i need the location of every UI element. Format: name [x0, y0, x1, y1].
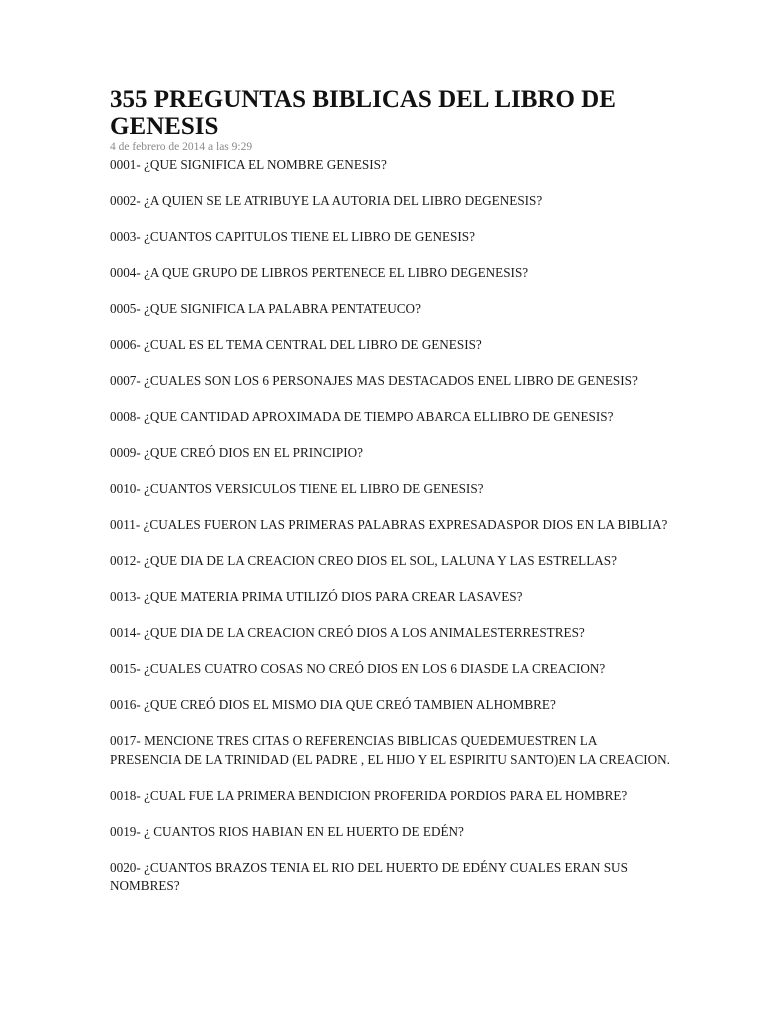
question-item: 0014- ¿QUE DIA DE LA CREACION CREÓ DIOS A LOS ANIMALESTERRESTRES?	[110, 625, 585, 640]
question-item: 0010- ¿CUANTOS VERSICULOS TIENE EL LIBRO DE GENESIS?	[110, 481, 484, 496]
question-item: 0009- ¿QUE CREÓ DIOS EN EL PRINCIPIO?	[110, 445, 363, 460]
question-item: 0013- ¿QUE MATERIA PRIMA UTILIZÓ DIOS PARA CREAR LASAVES?	[110, 589, 523, 604]
question-item: 0005- ¿QUE SIGNIFICA LA PALABRA PENTATEUCO?	[110, 301, 421, 316]
question-item: 0018- ¿CUAL FUE LA PRIMERA BENDICION PROFERIDA PORDIOS PARA EL HOMBRE?	[110, 787, 628, 803]
question-item: 0002- ¿A QUIEN SE LE ATRIBUYE LA AUTORIA DEL LIBRO DEGENESIS?	[110, 193, 543, 208]
question-item: 0019- ¿ CUANTOS RIOS HABIAN EN EL HUERTO DE EDÉN?	[110, 823, 464, 839]
question-item: 0020- ¿CUANTOS BRAZOS TENIA EL RIO DEL HUERTO DE EDÉNY CUALES ERAN SUS NOMBRES?	[110, 859, 628, 893]
question-item: 0015- ¿CUALES CUATRO COSAS NO CREÓ DIOS EN LOS 6 DIASDE LA CREACION?	[110, 661, 606, 676]
question-list	[110, 156, 670, 896]
page-title: 355 PREGUNTAS BIBLICAS DEL LIBRO DE GENESIS	[110, 86, 616, 140]
question-item: 0017- MENCIONE TRES CITAS O REFERENCIAS BIBLICAS QUEDEMUESTREN LA PRESENCIA DE LA TRINIDAD (EL PADRE , EL HIJO Y EL ESPIRITU SANTO)EN LA CREACION.	[110, 733, 670, 767]
document-page	[110, 86, 670, 913]
question-item: 0012- ¿QUE DIA DE LA CREACION CREO DIOS EL SOL, LALUNA Y LAS ESTRELLAS?	[110, 553, 617, 568]
post-date: 4 de febrero de 2014 a las 9:29	[110, 141, 253, 153]
question-item: 0001- ¿QUE SIGNIFICA EL NOMBRE GENESIS?	[110, 157, 387, 172]
question-item: 0007- ¿CUALES SON LOS 6 PERSONAJES MAS DESTACADOS ENEL LIBRO DE GENESIS?	[110, 373, 638, 388]
question-item: 0003- ¿CUANTOS CAPITULOS TIENE EL LIBRO DE GENESIS?	[110, 229, 475, 244]
question-item: 0006- ¿CUAL ES EL TEMA CENTRAL DEL LIBRO DE GENESIS?	[110, 337, 482, 352]
question-item: 0011- ¿CUALES FUERON LAS PRIMERAS PALABRAS EXPRESADASPOR DIOS EN LA BIBLIA?	[110, 517, 668, 532]
question-item: 0004- ¿A QUE GRUPO DE LIBROS PERTENECE EL LIBRO DEGENESIS?	[110, 265, 529, 280]
question-item: 0008- ¿QUE CANTIDAD APROXIMADA DE TIEMPO ABARCA ELLIBRO DE GENESIS?	[110, 409, 614, 424]
question-item: 0016- ¿QUE CREÓ DIOS EL MISMO DIA QUE CREÓ TAMBIEN ALHOMBRE?	[110, 697, 556, 712]
